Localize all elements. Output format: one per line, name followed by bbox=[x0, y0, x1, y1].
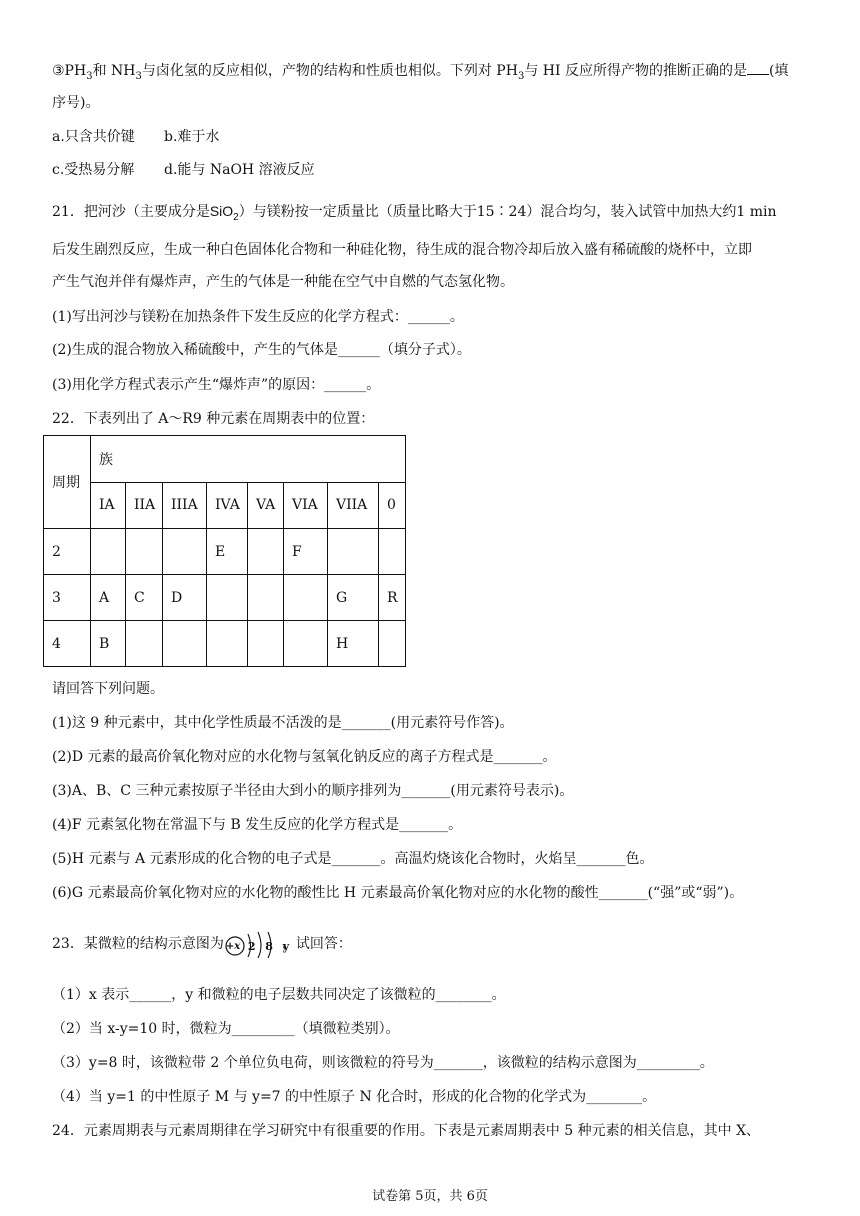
q20-3-options-row1 bbox=[52, 127, 219, 147]
element-cell bbox=[379, 529, 406, 575]
element-cell bbox=[284, 621, 328, 667]
element-cell bbox=[248, 575, 284, 621]
q20-3-stem-cont: 序号)。 bbox=[52, 95, 100, 111]
element-cell: A bbox=[91, 575, 126, 621]
element-cell: H bbox=[328, 621, 379, 667]
q22-part6: (6)G 元素最高价氧化物对应的水化物的酸性比 H 元素最高价氧化物对应的水化物的酸性_______(“强”或“弱”)。 bbox=[52, 885, 744, 901]
element-cell bbox=[248, 529, 284, 575]
group-cell: VIIA bbox=[328, 482, 379, 529]
q23-stem: 23．某微粒的结构示意图为 +x 2 8 y ，试回答： bbox=[52, 930, 352, 958]
group-cell: IIIA bbox=[163, 482, 207, 529]
q23-part2: （2）当 x-y=10 时，微粒为_________（填微粒类别）。 bbox=[52, 1021, 400, 1037]
period-cell: 3 bbox=[44, 575, 91, 621]
q22-intro: 22．下表列出了 A～R9 种元素在周期表中的位置： bbox=[52, 411, 375, 427]
table-row bbox=[44, 621, 406, 667]
element-cell bbox=[328, 529, 379, 575]
element-cell bbox=[379, 621, 406, 667]
atom-nucleus-label: +x bbox=[225, 941, 241, 952]
element-cell bbox=[207, 621, 248, 667]
element-cell: B bbox=[91, 621, 126, 667]
group-cell: 0 bbox=[379, 482, 406, 529]
group-header: 族 bbox=[91, 436, 406, 483]
q21-part2: (2)生成的混合物放入稀硫酸中，产生的气体是______（填分子式）。 bbox=[52, 342, 471, 358]
q20-3-stem: $③PH_3$和 $NH_3$与卤化氢的反应相似，产物的结构和性质也相似。下列对 $PH_3$与 HI 反应所得产物的推断正确的是 (填 bbox=[52, 60, 788, 87]
group-row bbox=[44, 482, 406, 529]
element-cell bbox=[163, 621, 207, 667]
q20-3-options-row2 bbox=[52, 160, 315, 180]
element-cell: E bbox=[207, 529, 248, 575]
atom-structure-diagram bbox=[224, 930, 293, 958]
q21-part1: (1)写出河沙与镁粉在加热条件下发生反应的化学方程式：______。 bbox=[52, 309, 464, 325]
element-cell: R bbox=[379, 575, 406, 621]
period-cell: 2 bbox=[44, 529, 91, 575]
answer-blank bbox=[747, 60, 769, 75]
periodic-table bbox=[43, 435, 406, 667]
q24-stem: 24．元素周期表与元素周期律在学习研究中有很重要的作用。下表是元素周期表中 5 种元素的相关信息，其中 X、 bbox=[52, 1123, 761, 1139]
element-cell: C bbox=[126, 575, 163, 621]
q21-stem-line3: 产生气泡并伴有爆炸声，产生的气体是一种能在空气中自燃的气态氢化物。 bbox=[52, 274, 514, 290]
q22-part1: (1)这 9 种元素中，其中化学性质最不活泼的是_______(用元素符号作答)。 bbox=[52, 715, 514, 731]
element-cell bbox=[163, 529, 207, 575]
q23-part4: （4）当 y=1 的中性原子 M 与 y=7 的中性原子 N 化合时，形成的化合物的化学式为________。 bbox=[52, 1089, 657, 1105]
element-cell bbox=[91, 529, 126, 575]
group-cell: IIA bbox=[126, 482, 163, 529]
q22-part5: (5)H 元素与 A 元素形成的化合物的电子式是_______。高温灼烧该化合物时，火焰呈_______色。 bbox=[52, 851, 654, 867]
option-d: d.能与 NaOH 溶液反应 bbox=[164, 162, 315, 178]
q22-part2: (2)D 元素的最高价氧化物对应的水化物与氢氧化钠反应的离子方程式是_______。 bbox=[52, 749, 557, 765]
element-cell bbox=[207, 575, 248, 621]
q22-part4: (4)F 元素氢化物在常温下与 B 发生反应的化学方程式是_______。 bbox=[52, 817, 463, 833]
table-row bbox=[44, 529, 406, 575]
option-c: c.受热易分解 bbox=[52, 162, 135, 178]
q23-part1: （1）x 表示______，y 和微粒的电子层数共同决定了该微粒的________。 bbox=[52, 987, 506, 1003]
option-b: b.难于水 bbox=[164, 129, 220, 145]
element-cell: F bbox=[284, 529, 328, 575]
group-cell: IA bbox=[91, 482, 126, 529]
q21-part3: (3)用化学方程式表示产生“爆炸声”的原因：______。 bbox=[52, 377, 381, 393]
group-cell: IVA bbox=[207, 482, 248, 529]
q21-stem-line2: 后发生剧烈反应，生成一种白色固体化合物和一种硅化物，待生成的混合物冷却后放入盛有稀硫酸的烧杯中，立即 bbox=[52, 242, 752, 258]
mass-ratio: 15∶24 bbox=[476, 204, 527, 220]
q21-stem-line1: 21．把河沙（主要成分是SiO$_2$）与镁粉按一定质量比（质量比略大于15∶24）混合均匀，装入试管中加热大约1 min bbox=[52, 203, 777, 223]
q22-part3: (3)A、B、C 三种元素按原子半径由大到小的顺序排列为_______(用元素符号表示)。 bbox=[52, 783, 574, 799]
group-cell: VA bbox=[248, 482, 284, 529]
element-cell bbox=[248, 621, 284, 667]
period-cell: 4 bbox=[44, 621, 91, 667]
element-cell bbox=[126, 529, 163, 575]
page-footer: 试卷第 5页，共 6页 bbox=[372, 1189, 488, 1204]
q22-prompt: 请回答下列问题。 bbox=[52, 681, 164, 697]
option-a: a.只含共价键 bbox=[52, 129, 135, 145]
element-cell bbox=[126, 621, 163, 667]
element-cell: D bbox=[163, 575, 207, 621]
atom-shell-labels: 2 8 y bbox=[247, 940, 293, 953]
element-cell bbox=[284, 575, 328, 621]
element-cell: G bbox=[328, 575, 379, 621]
period-header: 周期 bbox=[44, 436, 91, 529]
heating-time: 1 min bbox=[736, 204, 777, 220]
table-row bbox=[44, 575, 406, 621]
sio2-formula: SiO$_2$ bbox=[209, 203, 239, 223]
q23-part3: （3）y=8 时，该微粒带 2 个单位负电荷，则该微粒的符号为_______，该微粒的结构示意图为_________。 bbox=[52, 1055, 714, 1071]
group-cell: VIA bbox=[284, 482, 328, 529]
